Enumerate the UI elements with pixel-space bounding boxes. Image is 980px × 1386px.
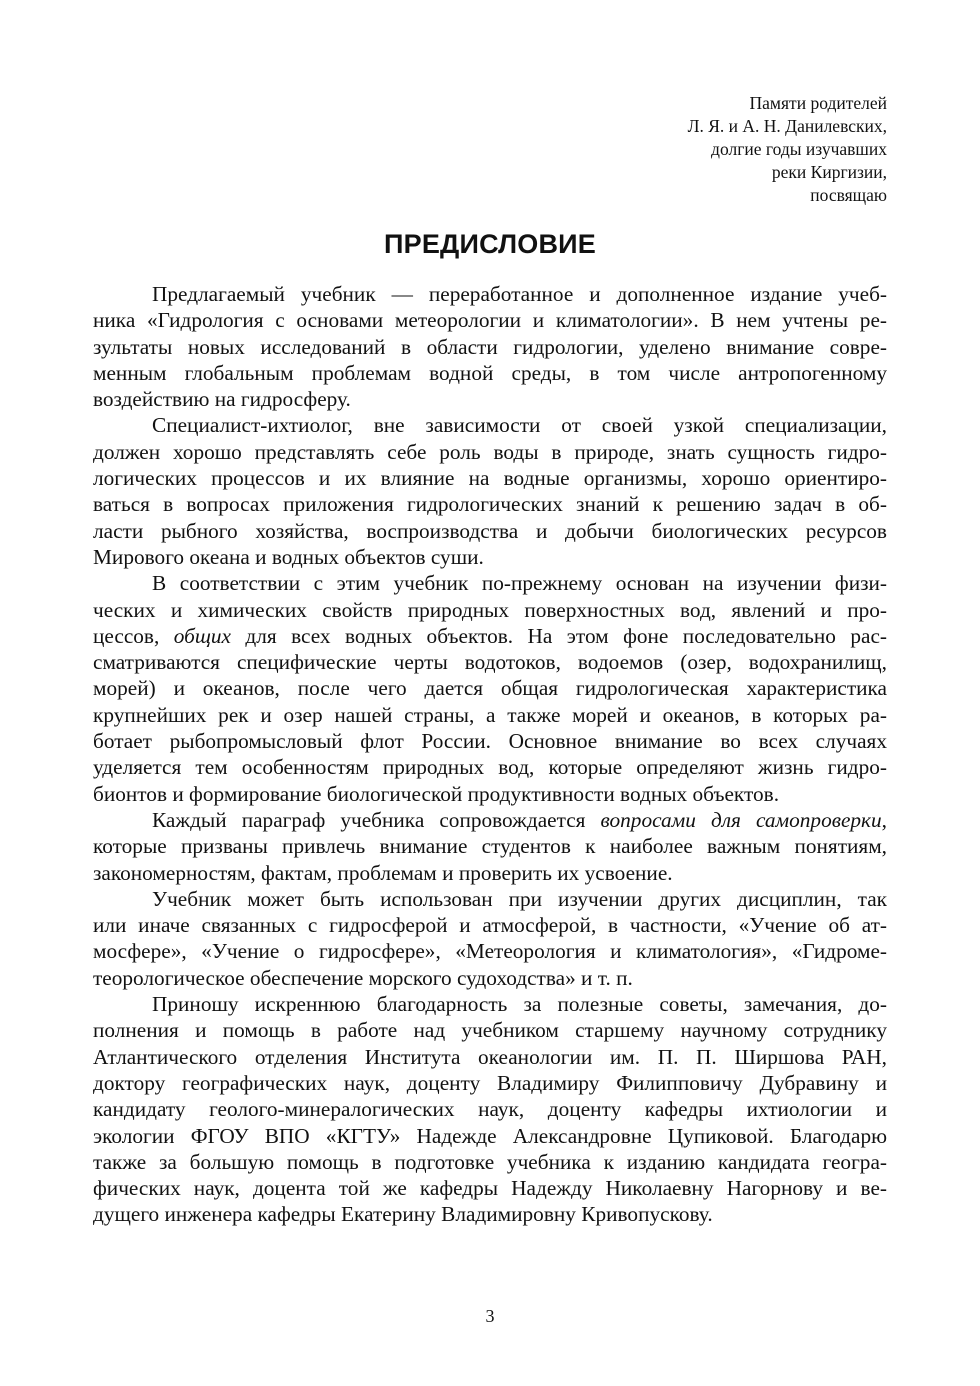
paragraph-2 <box>93 412 887 570</box>
text-line: Специалист-ихтиолог, вне зависимости от своей узкой специализации, <box>152 413 887 438</box>
text-line: бионтов и формирование биологической продуктивности водных объектов. <box>93 781 780 806</box>
text-line: дущего инженера кафедры Екатерину Владимировну Кривопускову. <box>93 1202 713 1227</box>
text-run: , <box>881 807 887 832</box>
dedication-line: долгие годы изучавших <box>711 139 887 159</box>
text-line: ника «Гидрология с основами метеорологии и климатологии». В нем учтены ре- <box>93 308 887 333</box>
text-line: теорологическое обеспечение морского судоходства» и т. п. <box>93 965 633 990</box>
body-text <box>93 281 887 1228</box>
page-number: 3 <box>485 1306 495 1326</box>
paragraph-5 <box>93 886 887 991</box>
text-line: экологии ФГОУ ВПО «КГТУ» Надежде Александровне Цупиковой. Благодарю <box>93 1123 887 1148</box>
text-line: уделяется тем особенностям природных вод, которые определяют жизнь гидро- <box>93 755 887 780</box>
dedication-line: посвящаю <box>810 185 887 205</box>
text-line: ческих и химических свойств природных поверхностных вод, явлений и про- <box>93 597 887 622</box>
text-run: цессов, <box>93 623 174 648</box>
text-line: Мирового океана и водных объектов суши. <box>93 544 484 569</box>
dedication <box>688 92 887 207</box>
text-line: также за большую помощь в подготовке учебника к изданию кандидата геогра- <box>93 1149 887 1174</box>
text-run: для всех водных объектов. На этом фоне последовательно рас- <box>231 623 887 648</box>
text-line: Приношу искреннюю благодарность за полезные советы, замечания, до- <box>152 992 887 1017</box>
text-line: воздействию на гидросферу. <box>93 387 351 412</box>
text-line: Учебник может быть использован при изучении других дисциплин, так <box>152 886 887 911</box>
text-line: полнения и помощь в работе над учебником старшему научному сотруднику <box>93 1018 887 1043</box>
dedication-line: реки Киргизии, <box>771 162 887 182</box>
text-line: менным глобальным проблемам водной среды, в том числе антропогенному <box>93 360 887 385</box>
text-line: Предлагаемый учебник — переработанное и дополненное издание учеб- <box>152 282 887 306</box>
text-line: зультаты новых исследований в области гидрологии, уделено внимание совре- <box>93 334 887 359</box>
text-line: или иначе связанных с гидросферой и атмосферой, в частности, «Учение об ат- <box>93 913 887 938</box>
text-line: ласти рыбного хозяйства, воспроизводства и добычи биологических ресурсов <box>93 518 887 543</box>
text-line: которые призваны привлечь внимание студентов к наиболее важным понятиям, <box>93 834 887 859</box>
paragraph-3 <box>93 570 887 807</box>
text-line-with-italic <box>93 623 887 649</box>
text-line: фических наук, доцента той же кафедры Надежду Николаевну Нагорнову и ве- <box>93 1176 887 1201</box>
text-line: кандидату геолого-минералогических наук, доценту кафедры ихтиологии и <box>93 1097 887 1122</box>
text-line: ваться в вопросах приложения гидрологических знаний к решению задач в об- <box>93 492 887 517</box>
dedication-line: Л. Я. и А. Н. Данилевских, <box>687 116 887 136</box>
page-title: ПРЕДИСЛОВИЕ <box>384 229 596 259</box>
text-line: Атлантического отделения Института океанологии им. П. П. Ширшова РАН, <box>93 1044 887 1069</box>
paragraph-1 <box>93 281 887 412</box>
italic-emphasis: вопросами для самопроверки <box>600 807 882 832</box>
text-line: мосфере», «Учение о гидросфере», «Метеорология и климатология», «Гидроме- <box>93 939 887 964</box>
dedication-line: Памяти родителей <box>749 93 887 113</box>
paragraph-4 <box>93 807 887 886</box>
text-run: Каждый параграф учебника сопровождается <box>152 807 601 832</box>
text-line: доктору географических наук, доценту Владимиру Филипповичу Дубравину и <box>93 1070 887 1095</box>
paragraph-6 <box>93 991 887 1228</box>
text-line: должен хорошо представлять себе роль воды в природе, знать сущность гидро- <box>93 439 887 464</box>
text-line: морей) и океанов, после чего дается общая гидрологическая характеристика <box>93 676 887 701</box>
text-line: сматриваются специфические черты водотоков, водоемов (озер, водохранилищ, <box>93 650 887 675</box>
text-line-with-italic <box>93 807 887 833</box>
text-line: ботает рыбопромысловый флот России. Основное внимание во всех случаях <box>93 729 887 754</box>
text-line: крупнейших рек и озер нашей страны, а также морей и океанов, в которых ра- <box>93 702 887 727</box>
italic-emphasis: общих <box>173 623 232 648</box>
text-line: В соответствии с этим учебник по-прежнему основан на изучении физи- <box>152 571 887 596</box>
text-line: закономерностям, фактам, проблемам и проверить их усвоение. <box>93 860 673 885</box>
text-line: логических процессов и их влияние на водные организмы, хорошо ориентиро- <box>93 466 887 491</box>
